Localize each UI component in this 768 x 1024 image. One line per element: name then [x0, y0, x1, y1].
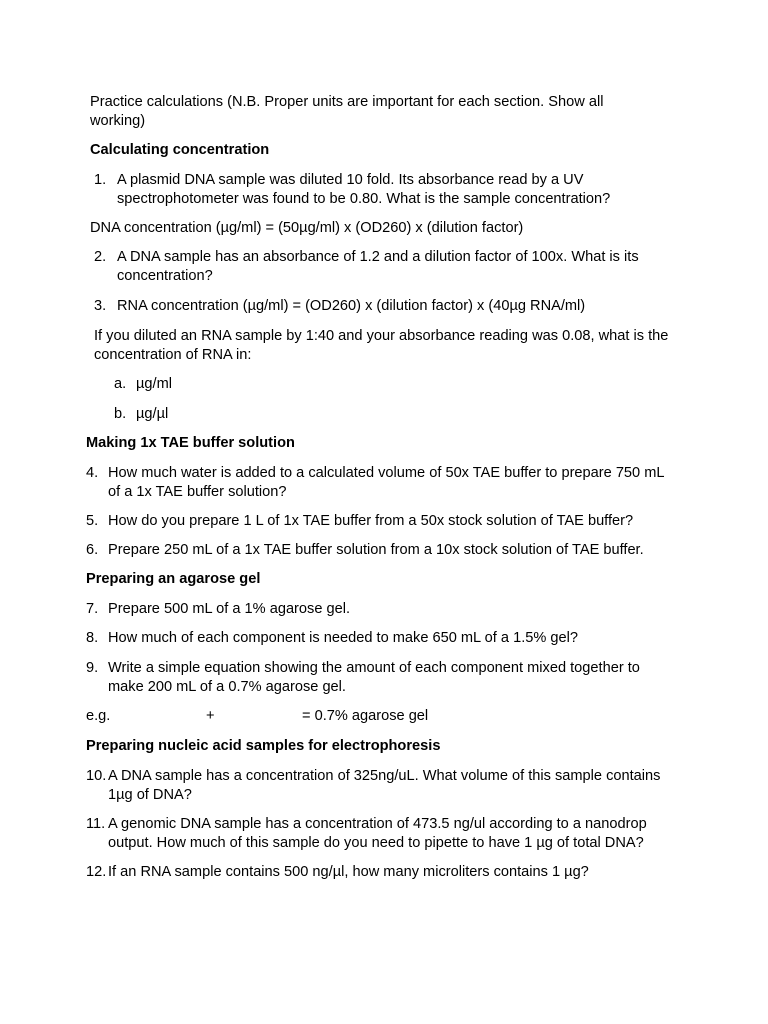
question-text: How much of each component is needed to make 650 mL of a 1.5% gel?	[108, 630, 578, 646]
plus-sign: +	[206, 708, 215, 724]
question-text: A DNA sample has a concentration of 325ng/uL. What volume of this sample contains 1µg of DNA?	[108, 768, 661, 803]
question-number: 12.	[86, 864, 107, 880]
section-heading-calculating-concentration: Calculating concentration	[90, 142, 270, 158]
question-1	[94, 171, 654, 209]
question-text: RNA concentration (µg/ml) = (OD260) x (dilution factor) x (40µg RNA/ml)	[117, 298, 586, 314]
question-text: A genomic DNA sample has a concentration of 473.5 ng/ul according to a nanodrop output. How much of this sample do you need to pipette to have 1 µg of total DNA?	[108, 816, 647, 851]
question-3	[94, 297, 674, 316]
sub-question-text: µg/ml	[136, 376, 172, 392]
question-text: How do you prepare 1 L of 1x TAE buffer from a 50x stock solution of TAE buffer?	[108, 513, 634, 529]
question-number: 10.	[86, 768, 107, 784]
question-number: 11.	[86, 816, 106, 832]
question-6	[86, 541, 686, 560]
dna-concentration-formula: DNA concentration (µg/ml) = (50µg/ml) x (OD260) x (dilution factor)	[90, 220, 524, 236]
question-number: 3.	[94, 298, 107, 314]
question-11	[86, 815, 686, 853]
question-number: 7.	[86, 601, 99, 617]
question-text: How much water is added to a calculated volume of 50x TAE buffer to prepare 750 mL of a 1x TAE buffer solution?	[108, 465, 664, 500]
question-text: If an RNA sample contains 500 ng/µl, how many microliters contains 1 µg?	[108, 864, 589, 880]
question-number: 6.	[86, 542, 99, 558]
example-result: = 0.7% agarose gel	[302, 708, 429, 724]
question-9	[86, 659, 686, 697]
question-number: 5.	[86, 513, 99, 529]
question-text: Write a simple equation showing the amount of each component mixed together to make 200 mL of a 0.7% agarose gel.	[108, 660, 640, 695]
question-2	[94, 248, 674, 286]
section-heading-tae-buffer: Making 1x TAE buffer solution	[86, 435, 295, 451]
question-8	[86, 629, 686, 648]
sub-question-label: a.	[114, 376, 127, 392]
question-5	[86, 512, 686, 531]
sub-question-a	[114, 375, 314, 394]
question-number: 9.	[86, 660, 99, 676]
question-text: Prepare 500 mL of a 1% agarose gel.	[108, 601, 351, 617]
sub-question-text: µg/µl	[136, 406, 169, 422]
question-number: 4.	[86, 465, 99, 481]
question-text: A plasmid DNA sample was diluted 10 fold. Its absorbance read by a UV spectrophotometer was found to be 0.80. What is the sample concentration?	[117, 172, 611, 207]
sub-question-label: b.	[114, 406, 127, 422]
rna-question-text: If you diluted an RNA sample by 1:40 and your absorbance reading was 0.08, what is the concentration of RNA in:	[94, 328, 669, 363]
question-4	[86, 464, 676, 502]
question-text: A DNA sample has an absorbance of 1.2 and a dilution factor of 100x. What is its concentration?	[117, 249, 639, 284]
question-7	[86, 600, 686, 619]
question-10	[86, 767, 686, 805]
sub-question-b	[114, 405, 314, 424]
question-text: Prepare 250 mL of a 1x TAE buffer solution from a 10x stock solution of TAE buffer.	[108, 542, 644, 558]
intro-text: Practice calculations (N.B. Proper units are important for each section. Show all working)	[90, 94, 604, 129]
question-number: 2.	[94, 249, 107, 265]
section-heading-agarose-gel: Preparing an agarose gel	[86, 571, 261, 587]
example-equation	[86, 707, 686, 726]
question-12	[86, 863, 686, 882]
question-number: 8.	[86, 630, 99, 646]
question-number: 1.	[94, 172, 107, 188]
section-heading-nucleic-acid-samples: Preparing nucleic acid samples for electrophoresis	[86, 738, 441, 754]
example-label: e.g.	[86, 708, 111, 724]
